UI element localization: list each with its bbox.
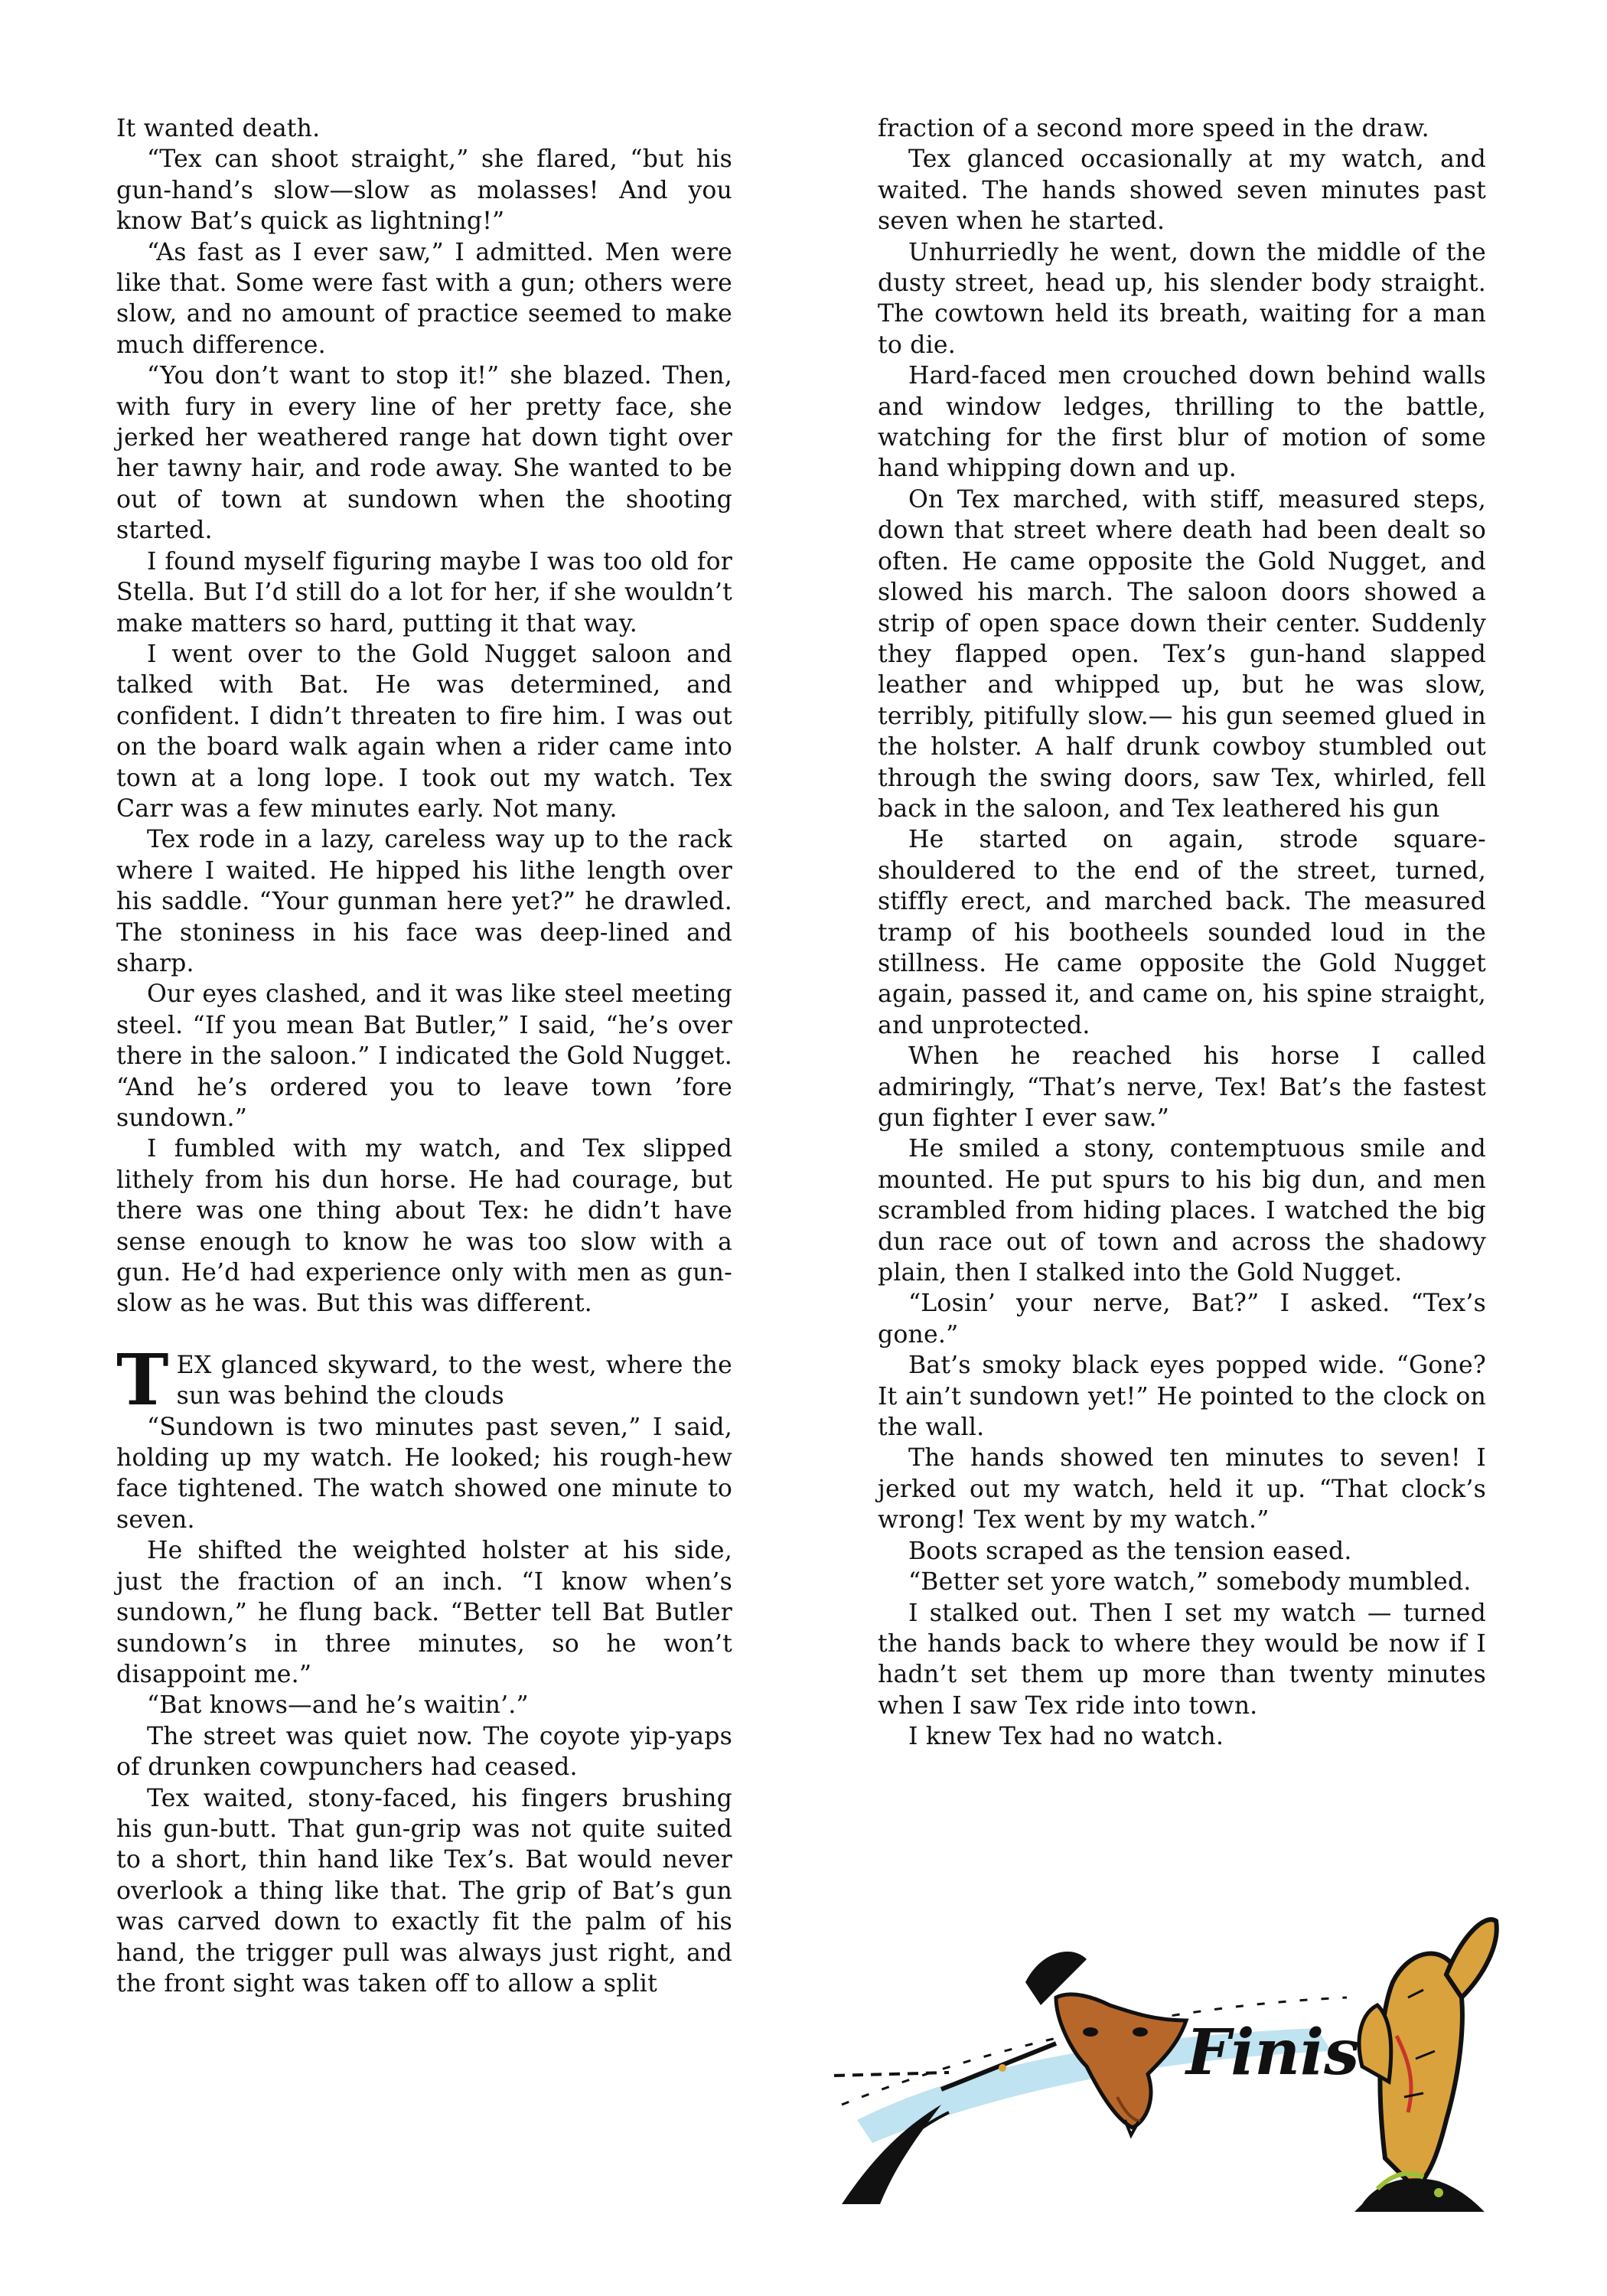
paragraph: I went over to the Gold Nugget saloon and talked with Bat. He was determined, and confident. I didn’t threaten to fire him. I was out on the board walk again when a rider came into town at a long lope. I took out my watch. Tex Carr was a few minutes early. Not many. — [116, 640, 732, 823]
paragraph: “Sundown is two minutes past seven,” I said, holding up my watch. He looked; his rough-hew face tightened. The watch showed one minute to seven. — [116, 1413, 732, 1534]
drop-cap: T — [116, 1338, 169, 1421]
paragraph: Boots scraped as the tension eased. — [908, 1537, 1352, 1565]
paragraph: “Losin’ your nerve, Bat?” I asked. “Tex’s gone.” — [878, 1290, 1486, 1349]
paragraph: It wanted death. — [116, 115, 321, 142]
left-column — [116, 113, 732, 1999]
paragraph: I knew Tex had no watch. — [908, 1723, 1224, 1751]
paragraph: “Bat knows—and he’s waitin’.” — [147, 1691, 529, 1720]
paragraph: I found myself figuring maybe I was too old for Stella. But I’d still do a lot for her, if she wouldn’t make matters so hard, putting it that way. — [116, 547, 732, 638]
paragraph: Bat’s smoky black eyes popped wide. “Gone? It ain’t sundown yet!” He pointed to the clock on the wall. — [878, 1352, 1486, 1442]
paragraph: “Better set yore watch,” somebody mumbled. — [908, 1568, 1472, 1596]
paragraph: He smiled a stony, contemptuous smile and mounted. He put spurs to his big dun, and men scrambled from hiding places. I watched the big dun race out of town and across the shadowy plain, then I stalked into the Gold Nugget. — [878, 1135, 1486, 1287]
paragraph: Our eyes clashed, and it was like steel meeting steel. “If you mean Bat Butler,” I said, “he’s over there in the saloon.” I indicated the Gold Nugget. “And he’s ordered you to leave town ’fore sundown.” — [116, 980, 732, 1132]
paragraph: “You don’t want to stop it!” she blazed. Then, with fury in every line of her pretty face, she jerked her weathered range hat down tight over her tawny hair, and rode away. She wanted to be out of town at sundown when the shooting started. — [116, 362, 732, 545]
paragraph: Tex waited, stony-faced, his fingers brushing his gun-butt. That gun-grip was not quite suited to a short, thin hand like Tex’s. Bat would never overlook a thing like that. The grip of Bat’s gun was carved down to exactly fit the palm of his hand, the trigger pull was always just right, and the front sight was taken off to allow a split — [116, 1784, 732, 1998]
ground-dash — [834, 2073, 949, 2076]
section-opening-paragraph — [116, 1338, 732, 1421]
section-opening-text: EX glanced skyward, to the west, where the sun was behind the clouds — [176, 1351, 732, 1411]
right-column — [878, 113, 1486, 1753]
paragraph: “As fast as I ever saw,” I admitted. Men were like that. Some were fast with a gun; others were slow, and no amount of practice seemed to make much difference. — [116, 238, 732, 359]
paragraph: He started on again, strode square-shouldered to the end of the street, turned, stiffly erect, and marched back. The measured tramp of his bootheels sounded loud in the stillness. He came opposite the Gold Nugget again, passed it, and came on, his spine straight, and unprotected. — [878, 826, 1486, 1039]
paragraph: The hands showed ten minutes to seven! I jerked out my watch, held it up. “That clock’s wrong! Tex went by my watch.” — [878, 1444, 1486, 1534]
paragraph: The street was quiet now. The coyote yip-yaps of drunken cowpunchers had ceased. — [116, 1722, 732, 1782]
paragraph: Tex rode in a lazy, careless way up to the rack where I waited. He hipped his lithe length over his saddle. “Your gunman here yet?” he drawled. The stoniness in his face was deep-lined and sharp. — [116, 826, 732, 977]
paragraph: I stalked out. Then I set my watch — turned the hands back to where they would be now if I hadn’t set them up more than twenty minutes when I saw Tex ride into town. — [878, 1599, 1486, 1720]
paragraph: Unhurriedly he went, down the middle of the dusty street, head up, his slender body straight. The cowtown held its breath, waiting for a man to die. — [878, 238, 1486, 359]
paragraph: Tex glanced occasionally at my watch, and waited. The hands showed seven minutes past seven when he started. — [878, 145, 1486, 236]
paragraph: Hard-faced men crouched down behind walls and window ledges, thrilling to the battle, watching for the first blur of motion of some hand whipping down and up. — [878, 362, 1486, 483]
paragraph: I fumbled with my watch, and Tex slipped lithely from his dun horse. He had courage, but there was one thing about Tex: he didn’t have sense enough to know he was too slow with a gun. He’d had experience only with men as gun-slow as he was. But this was different. — [116, 1135, 732, 1318]
paragraph: He shifted the weighted holster at his side, just the fraction of an inch. “I know when’s sundown,” he flung back. “Better tell Bat Butler sundown’s in three minutes, so he won’t disappoint me.” — [116, 1537, 732, 1688]
paragraph-continued: fraction of a second more speed in the draw. — [878, 115, 1429, 142]
paragraph: “Tex can shoot straight,” she flared, “but his gun-hand’s slow—slow as molasses! And you know Bat’s quick as lightning!” — [116, 145, 732, 236]
cactus-icon — [1354, 1919, 1497, 2212]
paragraph: When he reached his horse I called admiringly, “That’s nerve, Tex! Bat’s the fastest gun fighter I ever saw.” — [878, 1042, 1486, 1132]
finis-text: Finis — [1186, 2016, 1360, 2089]
paragraph: On Tex marched, with stiff, measured steps, down that street where death had been dealt so often. He came opposite the Gold Nugget, and slowed his march. The saloon doors showed a strip of open space down their center. Suddenly they flapped open. Tex’s gun-hand slapped leather and whipped up, but he was slow, terribly, pitifully slow.— his gun seemed glued in the holster. A half drunk cowboy stumbled out through the swing doors, saw Tex, whirled, fell back in the saloon, and Tex leathered his gun — [878, 485, 1486, 823]
finis-illustration — [826, 1867, 1500, 2219]
